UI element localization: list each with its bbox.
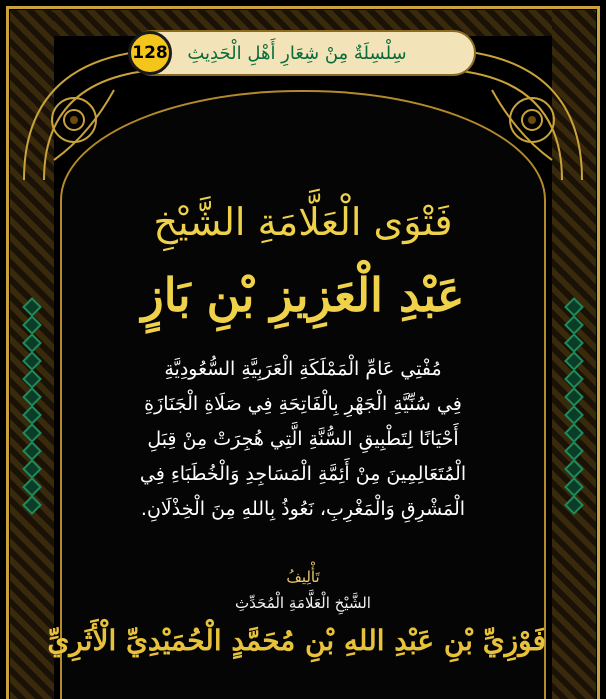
description-line: الْمَشْرِقِ وَالْمَغْرِبِ، نَعُوذُ بِاللهِ مِنَ الْخِذْلَانِ. <box>140 498 466 520</box>
series-title: سِلْسِلَةٌ مِنْ شِعَارِ أَهْلِ الْحَدِيثِ <box>187 42 407 64</box>
description-line: الْمُتَعَالِمِينَ مِنْ أَئِمَّةِ الْمَسَاجِدِ وَالْخُطَبَاءِ فِي <box>139 463 467 485</box>
description-line: أَحْيَانًا لِتَطْبِيقِ السُّنَّةِ الَّتِي هُجِرَتْ مِنْ قِبَلِ <box>147 428 459 450</box>
authorship-label: تَأْلِيفُ <box>286 568 320 586</box>
fatwa-title-line-2: عَبْدِ الْعَزِيزِ بْنِ بَازٍ <box>141 268 465 322</box>
green-chain-ornament-left <box>22 300 42 512</box>
author-title: الشَّيْخِ الْعَلَّامَةِ الْمُحَدِّثِ <box>235 594 371 612</box>
description-line: مُفْتِي عَامِّ الْمَمْلَكَةِ الْعَرَبِيَّةِ السُّعُودِيَّةِ <box>164 358 442 380</box>
fatwa-description <box>72 352 534 527</box>
green-chain-ornament-right <box>564 300 584 512</box>
series-header <box>130 30 476 76</box>
issue-number-badge: 128 <box>128 31 172 75</box>
author-name: فَوْزِيِّ بْنِ عَبْدِ اللهِ بْنِ مُحَمَّدٍ الْحُمَيْدِيِّ الْأَثَرِيِّ <box>47 624 546 657</box>
description-line: فِي سُنِّيَّةِ الْجَهْرِ بِالْفَاتِحَةِ فِي صَلَاةِ الْجَنَازَةِ <box>144 393 462 415</box>
fatwa-title-line-1: فَتْوَى الْعَلَّامَةِ الشَّيْخِ <box>153 200 453 244</box>
